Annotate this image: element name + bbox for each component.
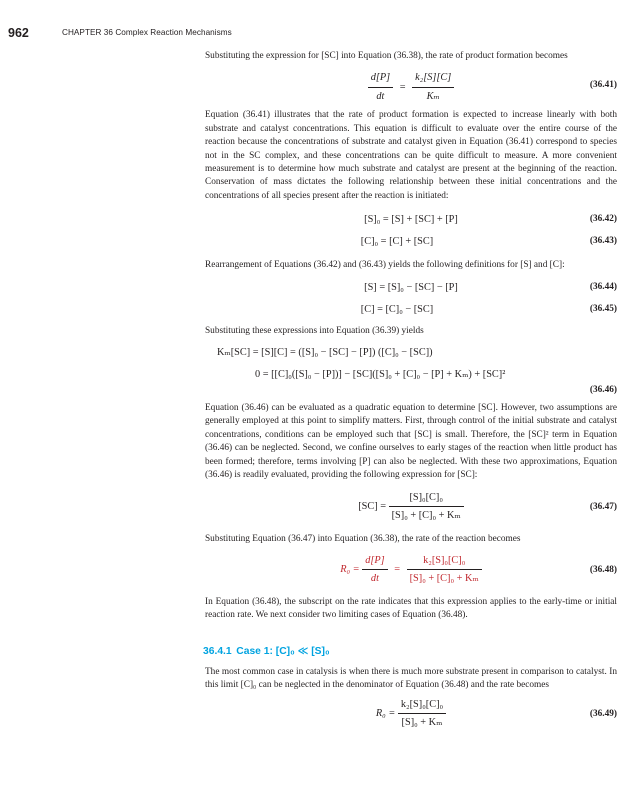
equation-number: (36.44) <box>589 281 617 292</box>
equation-36-46: 0 = [[C]₀([S]₀ − [P])] − [SC]([S]₀ + [C]₀ − [P] + Kₘ) + [SC]² (36.46) <box>205 364 617 398</box>
running-head: CHAPTER 36 Complex Reaction Mechanisms <box>62 28 232 37</box>
page-body <box>205 50 617 732</box>
paragraph: Substituting Equation (36.47) into Equation (36.38), the rate of the reaction becomes <box>205 533 521 544</box>
equation-number: (36.41) <box>589 80 617 91</box>
page-number: 962 <box>8 26 29 40</box>
equation-number: (36.47) <box>589 501 617 512</box>
fraction: $\frac{\text{k₂[S][C]}}{\text{Kₘ}}$ <box>412 71 454 103</box>
equation-number: (36.45) <box>589 303 617 314</box>
equation-36-44: [S] = [S]₀ − [SC] − [P] (36.44) <box>364 281 617 293</box>
equation-36-47: [SC] = $\frac{\text{[S]₀[C]₀}}{\text{[S]₀ + [C]₀ + Kₘ}}$ (36.47) <box>358 491 617 521</box>
equation-36-48: R₀ = $\frac{d[P]}{dt}$ = $\frac{\text{k₂[S]₀[C]₀}}{\text{[S]₀ + [C]₀ + Kₘ}}$ (36.48) <box>340 554 617 585</box>
fraction: $\frac{\text{k₂[S]₀[C]₀}}{\text{[S]₀ + [C]₀ + Kₘ}}$ <box>407 554 482 586</box>
paragraph: Equation (36.46) can be evaluated as a quadratic equation to determine [SC]. However, two assumptions are generally employed at this point to simplify matters. First, through control of the initial substrate and catalyst concentrations, conditions can be employed such that [SC] is small. Therefore, the [SC]² term in Equation (36.46) can be neglected. Second, we confine ourselves to early stages of the reaction when little product has been formed; therefore, terms involving [P] can also be neglected. With these two approximations, Equation (36.46) is readily evaluated, providing the following expression for [SC]: <box>205 403 617 481</box>
paragraph: Substituting these expressions into Equation (36.39) yields <box>205 325 424 336</box>
equation-36-45: [C] = [C]₀ − [SC] (36.45) <box>360 303 617 315</box>
equation-number: (36.42) <box>589 214 617 225</box>
equation-number: (36.49) <box>589 708 617 719</box>
paragraph: Substituting the expression for [SC] into Equation (36.38), the rate of product formation becomes <box>205 51 568 61</box>
fraction: $\frac{d[P]}{dt}$ <box>368 71 393 103</box>
fraction: $\frac{\text{k₂[S]₀[C]₀}}{\text{[S]₀ + Kₘ}}$ <box>398 698 446 730</box>
equation-36-43: [C]₀ = [C] + [SC] (36.43) <box>360 236 617 248</box>
paragraph: Equation (36.41) illustrates that the rate of product formation is expected to increase linearly with both substrate and catalyst concentrations. This equation is difficult to evaluate over the entire course of the reaction because the concentrations of substrate and catalyst given in Equation (36.41) correspond to species not in the SC complex, and these concentrations can be quite difficult to measure. A more convenient measurement is to determine how much substrate and catalyst are present at the beginning of the reaction. Conservation of mass dictates the following relationship between these initial concentrations and the concentrations of all species present after the reaction is initiated: <box>205 110 617 201</box>
equation-number: (36.48) <box>589 564 617 575</box>
paragraph: The most common case in catalysis is when there is much more substrate present in comparison to catalyst. In this limit [C]₀ can be neglected in the denominator of Equation (36.48) and the rate becomes <box>205 666 617 691</box>
section-number: 36.4.1 <box>203 645 232 657</box>
page-header <box>0 26 626 40</box>
equation-number: (36.46) <box>589 385 617 396</box>
paragraph: Rearrangement of Equations (36.42) and (36.43) yields the following definitions for [S] and [C]: <box>205 260 565 271</box>
equation-36-49: R₀ = $\frac{\text{k₂[S]₀[C]₀}}{\text{[S]₀ + Kₘ}}$ (36.49) <box>375 698 617 728</box>
fraction: $\frac{d[P]}{dt}$ <box>362 554 387 586</box>
equation-36-46a: Kₘ[SC] = [S][C] = ([S]₀ − [SC] − [P]) ([C]₀ − [SC]) <box>217 347 433 359</box>
equation-number: (36.43) <box>589 236 617 247</box>
fraction: $\frac{\text{[S]₀[C]₀}}{\text{[S]₀ + [C]₀ + Kₘ}}$ <box>389 491 464 523</box>
equation-36-42: [S]₀ = [S] + [SC] + [P] (36.42) <box>364 214 617 226</box>
section-heading <box>203 645 617 661</box>
equation-36-41: $\frac{d[P]}{dt}$ = $\frac{\text{k₂[S][C]}}{\text{Kₘ}}$ (36.41) <box>205 69 617 103</box>
section-title: Case 1: [C]₀ ≪ [S]₀ <box>236 645 330 657</box>
paragraph: In Equation (36.48), the subscript on the rate indicates that this expression applies to the early-time or initial reaction rate. We next consider two limiting cases of Equation (36.48). <box>205 596 617 621</box>
